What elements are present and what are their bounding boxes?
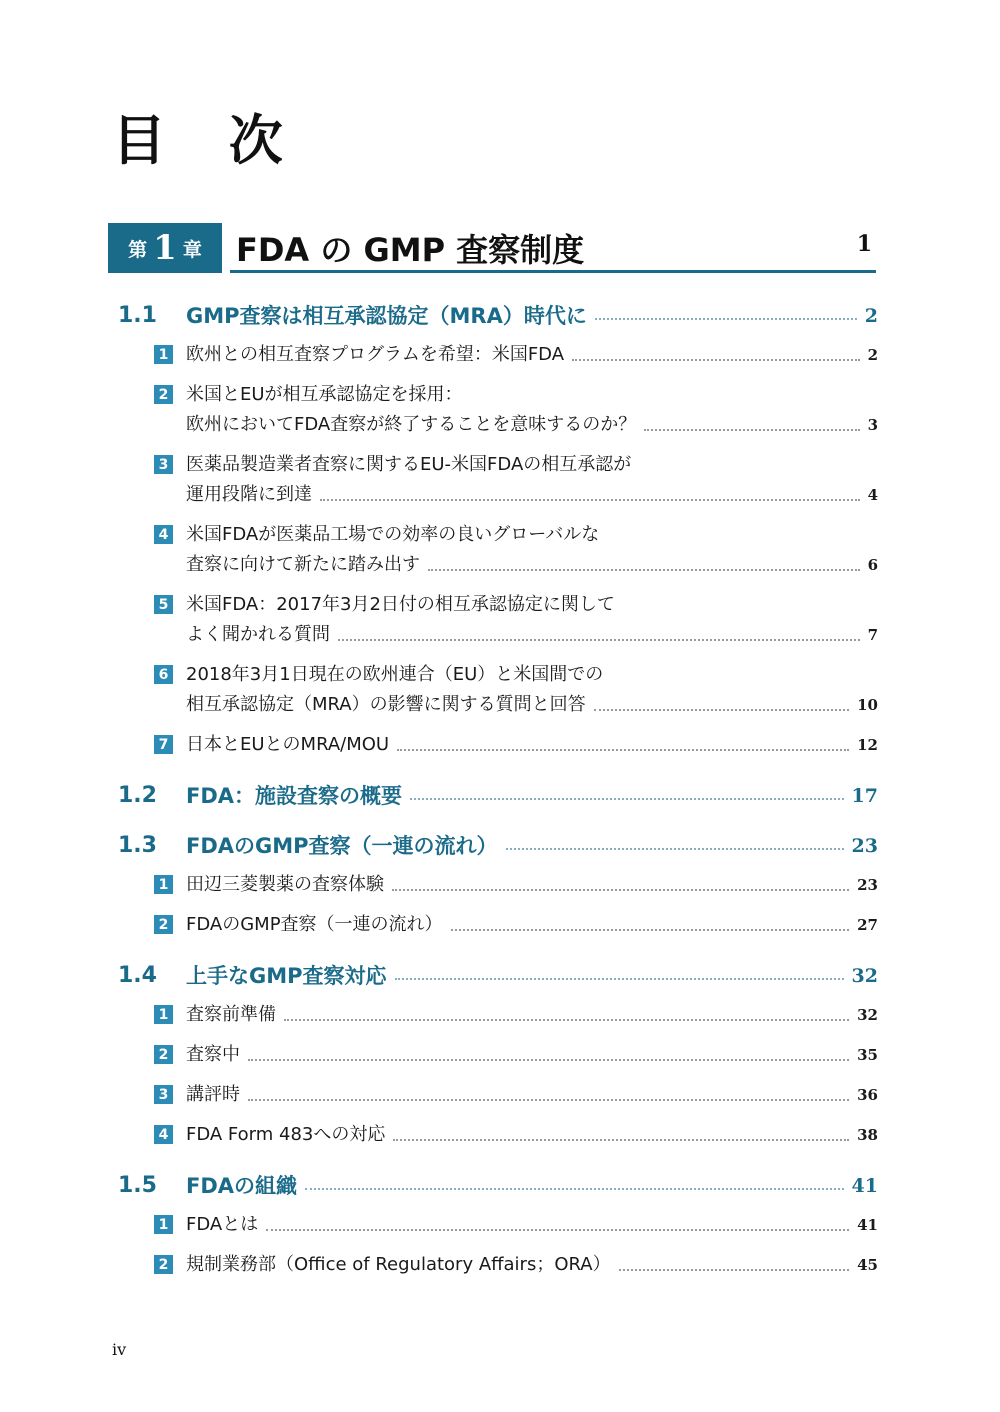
subsection-title-line: 米国FDAが医薬品工場での効率の良いグローバルな (186, 524, 600, 545)
subsection-body (186, 730, 878, 760)
page-number: iv (112, 1340, 127, 1359)
section-title: 上手なGMP査察対応 (186, 964, 387, 988)
section-title: FDAのGMP査察（一連の流れ） (186, 834, 498, 858)
toc-subsection-entry[interactable] (118, 380, 878, 440)
page-title: 目 次 (112, 108, 305, 172)
subsection-number-badge: 6 (154, 665, 173, 684)
dot-leader (428, 569, 860, 571)
chapter-title: FDA の GMP 査察制度 (236, 231, 585, 269)
subsection-title-line: 規制業務部（Office of Regulatory Affairs；ORA） (186, 1254, 611, 1275)
subsection-body (186, 1120, 878, 1150)
chapter-page-number: 1 (856, 231, 872, 257)
subsection-title-line: 医薬品製造業者査察に関するEU-米国FDAの相互承認が (186, 454, 632, 475)
chapter-number-box (108, 223, 222, 273)
dot-leader (305, 1188, 844, 1190)
section-number: 1.2 (118, 783, 157, 808)
chapter-prefix: 第 (128, 238, 148, 261)
section-number: 1.3 (118, 833, 157, 858)
subsection-page-number: 45 (857, 1256, 878, 1274)
section-number: 1.5 (118, 1173, 157, 1198)
subsection-title-line: FDAとは (186, 1214, 259, 1235)
dot-leader (320, 499, 860, 501)
toc-subsection-entry[interactable] (118, 1000, 878, 1030)
subsection-page-number: 12 (857, 736, 878, 754)
subsection-title-last-line (186, 410, 878, 440)
toc-subsection-entry[interactable] (118, 1040, 878, 1070)
subsection-page-number: 32 (857, 1006, 878, 1024)
subsection-page-number: 36 (857, 1086, 878, 1104)
subsection-page-number: 38 (857, 1126, 878, 1144)
subsection-page-number: 10 (857, 696, 878, 714)
subsection-title-last-line (186, 1040, 878, 1070)
subsection-title-last-line (186, 690, 878, 720)
chapter-suffix: 章 (182, 238, 202, 261)
toc-subsection-entry[interactable] (118, 870, 878, 900)
subsection-number-badge: 2 (154, 1255, 173, 1274)
subsection-body (186, 1250, 878, 1280)
subsection-body (186, 380, 878, 440)
section-page-number: 23 (851, 835, 878, 857)
subsection-title-line: 米国FDA：2017年3月2日付の相互承認協定に関して (186, 594, 615, 615)
subsection-title-last-line (186, 870, 878, 900)
subsection-title-line: よく聞かれる質問 (186, 624, 330, 645)
toc-section-entry[interactable] (118, 960, 878, 990)
section-title: FDAの組織 (186, 1174, 298, 1198)
toc-subsection-entry[interactable] (118, 1250, 878, 1280)
subsection-page-number: 4 (867, 486, 878, 504)
subsection-title-last-line (186, 1080, 878, 1110)
dot-leader (644, 429, 859, 431)
subsection-number-badge: 5 (154, 595, 173, 614)
subsection-title-line: 査察中 (186, 1044, 240, 1065)
toc-subsection-entry[interactable] (118, 910, 878, 940)
subsection-page-number: 3 (867, 416, 878, 434)
subsection-page-number: 41 (857, 1216, 878, 1234)
subsection-title-line: 査察に向けて新たに踏み出す (186, 554, 420, 575)
subsection-page-number: 35 (857, 1046, 878, 1064)
dot-leader (410, 798, 844, 800)
toc-subsection-entry[interactable] (118, 590, 878, 650)
subsection-body (186, 1080, 878, 1110)
subsection-title-last-line (186, 340, 878, 370)
chapter-header (108, 223, 876, 273)
subsection-number-badge: 4 (154, 1125, 173, 1144)
dot-leader (506, 848, 844, 850)
subsection-title-last-line (186, 480, 878, 510)
subsection-title-line: 欧州においてFDA査察が終了することを意味するのか？ (186, 414, 637, 435)
subsection-page-number: 7 (867, 626, 878, 644)
toc-subsection-entry[interactable] (118, 660, 878, 720)
subsection-page-number: 27 (857, 916, 878, 934)
subsection-body (186, 340, 878, 370)
section-number: 1.4 (118, 963, 157, 988)
toc-section-entry[interactable] (118, 830, 878, 860)
section-page-number: 2 (864, 305, 878, 327)
subsection-body (186, 450, 878, 510)
chapter-number: 1 (153, 228, 177, 268)
dot-leader (395, 978, 844, 980)
dot-leader (595, 318, 857, 320)
dot-leader (619, 1269, 850, 1271)
toc-subsection-entry[interactable] (118, 1120, 878, 1150)
subsection-title-last-line (186, 620, 878, 650)
subsection-page-number: 23 (857, 876, 878, 894)
subsection-title-last-line (186, 1210, 878, 1240)
toc-subsection-entry[interactable] (118, 340, 878, 370)
section-title: FDA：施設査察の概要 (186, 784, 403, 808)
dot-leader (572, 359, 860, 361)
subsection-title-line: 2018年3月1日現在の欧州連合（EU）と米国間での (186, 664, 604, 685)
dot-leader (266, 1229, 849, 1231)
subsection-body (186, 660, 878, 720)
subsection-number-badge: 4 (154, 525, 173, 544)
dot-leader (248, 1099, 849, 1101)
section-page-number: 32 (851, 965, 878, 987)
section-number: 1.1 (118, 303, 157, 328)
subsection-body (186, 1000, 878, 1030)
toc-section-entry[interactable] (118, 780, 878, 810)
subsection-title-line: 日本とEUとのMRA/MOU (186, 734, 390, 755)
subsection-title-line: 米国とEUが相互承認協定を採用： (186, 384, 463, 405)
subsection-title-last-line (186, 910, 878, 940)
toc-subsection-entry[interactable] (118, 730, 878, 760)
subsection-number-badge: 2 (154, 915, 173, 934)
chapter-underline (230, 270, 876, 273)
dot-leader (338, 639, 860, 641)
subsection-number-badge: 3 (154, 1085, 173, 1104)
dot-leader (392, 889, 849, 891)
subsection-body (186, 1210, 878, 1240)
section-title: GMP査察は相互承認協定（MRA）時代に (186, 304, 587, 328)
toc-subsection-entry[interactable] (118, 520, 878, 580)
subsection-number-badge: 3 (154, 455, 173, 474)
dot-leader (451, 929, 850, 931)
subsection-number-badge: 1 (154, 345, 173, 364)
subsection-body (186, 910, 878, 940)
toc-subsection-entry[interactable] (118, 1080, 878, 1110)
subsection-body (186, 590, 878, 650)
dot-leader (248, 1059, 849, 1061)
subsection-number-badge: 2 (154, 1045, 173, 1064)
toc-subsection-entry[interactable] (118, 1210, 878, 1240)
subsection-number-badge: 7 (154, 735, 173, 754)
subsection-number-badge: 2 (154, 385, 173, 404)
subsection-title-last-line (186, 1250, 878, 1280)
toc-section-entry[interactable] (118, 300, 878, 330)
subsection-title-last-line (186, 1120, 878, 1150)
subsection-title-line: 査察前準備 (186, 1004, 276, 1025)
dot-leader (397, 749, 849, 751)
dot-leader (594, 709, 850, 711)
subsection-title-last-line (186, 730, 878, 760)
subsection-title-last-line (186, 550, 878, 580)
subsection-title-last-line (186, 1000, 878, 1030)
subsection-body (186, 870, 878, 900)
subsection-title-line: FDA Form 483への対応 (186, 1124, 386, 1145)
subsection-title-line: 田辺三菱製薬の査察体験 (186, 874, 384, 895)
section-page-number: 41 (851, 1175, 878, 1197)
dot-leader (284, 1019, 849, 1021)
subsection-body (186, 1040, 878, 1070)
dot-leader (393, 1139, 849, 1141)
subsection-page-number: 2 (867, 346, 878, 364)
subsection-title-line: 運用段階に到達 (186, 484, 312, 505)
subsection-number-badge: 1 (154, 1215, 173, 1234)
toc-section-entry[interactable] (118, 1170, 878, 1200)
subsection-body (186, 520, 878, 580)
section-page-number: 17 (851, 785, 878, 807)
subsection-title-line: 欧州との相互査察プログラムを希望：米国FDA (186, 344, 565, 365)
subsection-title-line: 相互承認協定（MRA）の影響に関する質問と回答 (186, 694, 586, 715)
subsection-page-number: 6 (867, 556, 878, 574)
table-of-contents (118, 300, 878, 1280)
subsection-number-badge: 1 (154, 1005, 173, 1024)
subsection-number-badge: 1 (154, 875, 173, 894)
toc-subsection-entry[interactable] (118, 450, 878, 510)
subsection-title-line: 講評時 (186, 1084, 240, 1105)
subsection-title-line: FDAのGMP査察（一連の流れ） (186, 914, 443, 935)
